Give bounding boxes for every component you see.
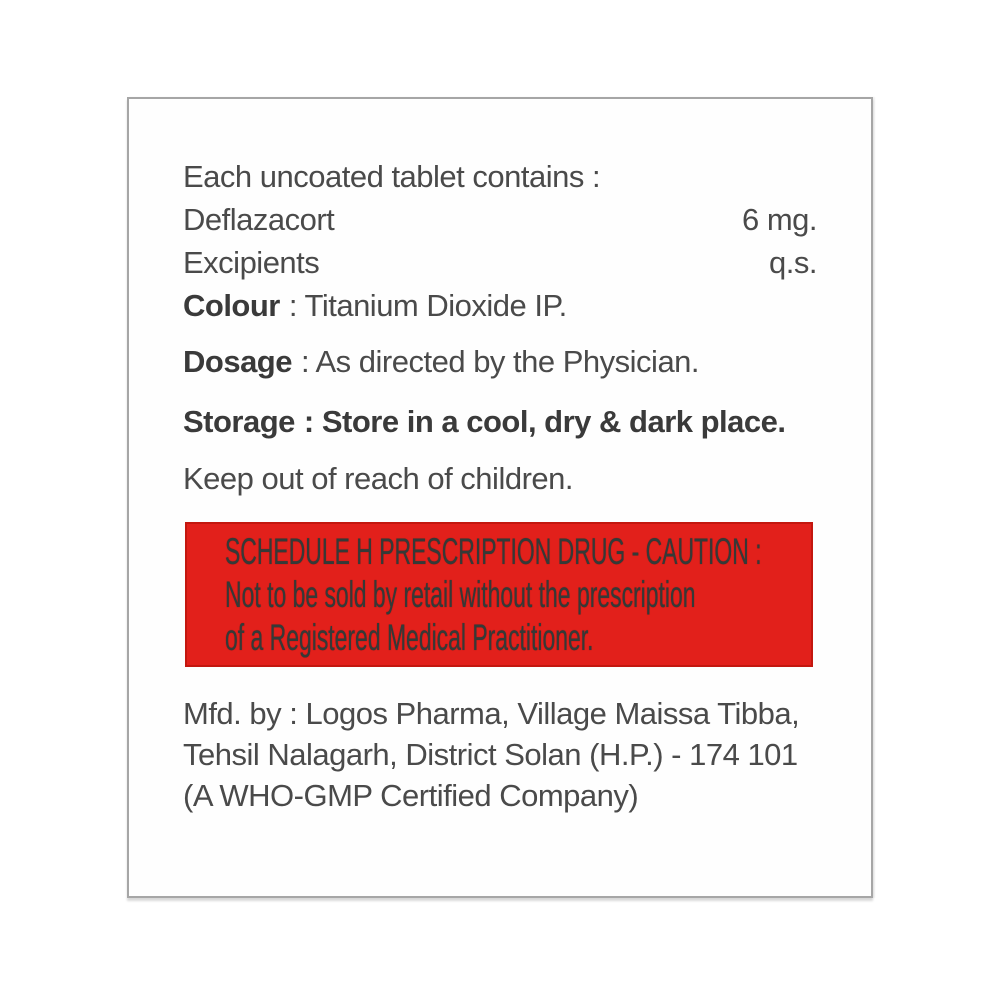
colour-line — [183, 284, 817, 327]
manufacturer-line: Tehsil Nalagarh, District Solan (H.P.) - 174 101 — [183, 737, 798, 772]
ingredient-name: Excipients — [183, 245, 320, 280]
schedule-h-caution-box — [185, 522, 813, 667]
ingredient-quantity: 6 mg. — [741, 202, 817, 237]
caution-text-line: of a Registered Medical Practitioner. — [225, 617, 594, 658]
keep-out-of-reach-warning: Keep out of reach of children. — [183, 461, 573, 496]
dosage-label: Dosage — [183, 344, 292, 379]
storage-value: : Store in a cool, dry & dark place. — [303, 404, 786, 439]
storage-line — [183, 400, 817, 443]
dosage-line — [183, 340, 817, 383]
medicine-label-panel — [127, 97, 873, 898]
ingredient-row-deflazacort — [183, 198, 817, 241]
ingredient-name: Deflazacort — [183, 202, 335, 237]
manufacturer-line: (A WHO-GMP Certified Company) — [183, 778, 639, 813]
dosage-value: : As directed by the Physician. — [300, 344, 700, 379]
storage-label: Storage — [183, 404, 295, 439]
colour-label: Colour — [183, 288, 280, 323]
colour-value: : Titanium Dioxide IP. — [288, 288, 567, 323]
label-content — [129, 99, 871, 896]
manufacturer-block — [183, 693, 817, 816]
composition-heading: Each uncoated tablet contains : — [183, 159, 601, 194]
caution-heading: SCHEDULE H PRESCRIPTION DRUG - CAUTION : — [225, 531, 762, 572]
caution-text-line: Not to be sold by retail without the prescription — [225, 574, 696, 615]
ingredient-row-excipients — [183, 241, 817, 284]
manufacturer-line: Mfd. by : Logos Pharma, Village Maissa Tibba, — [183, 696, 800, 731]
ingredient-quantity: q.s. — [769, 245, 817, 280]
